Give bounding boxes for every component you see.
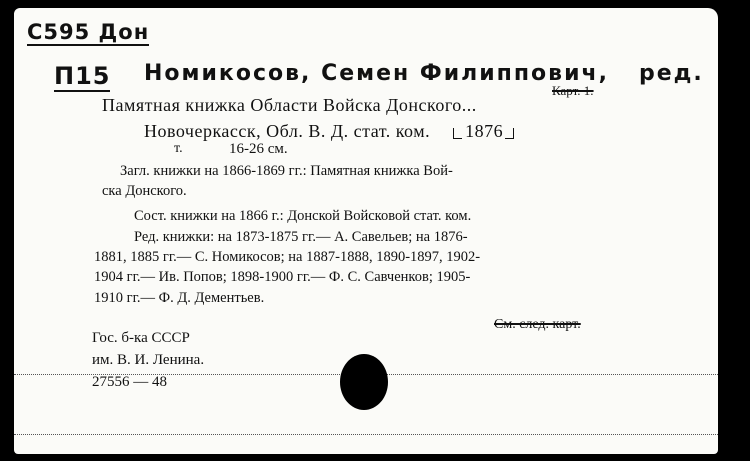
physical-size: 16-26 см.: [229, 141, 288, 157]
catalog-card: [14, 8, 718, 454]
note-line-2: ска Донского.: [102, 183, 187, 199]
note-line-3: Сост. книжки на 1866 г.: Донской Войсковой стат. ком.: [134, 208, 472, 224]
card-rod-hole: [340, 354, 388, 410]
imprint-year: 1876: [453, 121, 514, 141]
note-line-7: 1910 гг.— Ф. Д. Дементьев.: [94, 290, 265, 306]
note-line-1: Загл. книжки на 1866-1869 гг.: Памятная книжка Вой-: [120, 163, 453, 179]
shelfmark: C595 Дон: [27, 20, 150, 44]
see-next-card: См. след. карт.: [494, 317, 581, 332]
inventory-number: 27556 — 48: [92, 374, 167, 390]
note-line-5: 1881, 1885 гг.— С. Номикосов; на 1887-1888, 1890-1897, 1902-: [94, 249, 481, 265]
physical-volume: т.: [174, 141, 183, 156]
library-line-1: Гос. б-ка СССР: [92, 330, 190, 346]
note-line-4: Ред. книжки: на 1873-1875 гг.— А. Савельев; на 1876-: [134, 229, 468, 245]
imprint-text: Новочеркасск, Обл. В. Д. стат. ком.: [144, 121, 431, 141]
call-number: П15: [54, 62, 111, 90]
note-line-6: 1904 гг.— Ив. Попов; 1898-1900 гг.— Ф. С. Савченков; 1905-: [94, 269, 471, 285]
author-heading: Номикосов, Семен Филиппович,: [144, 61, 609, 86]
author-role: ред.: [639, 61, 704, 86]
guide-rule-lower: [14, 434, 718, 435]
card-marker: Карт. 1.: [552, 83, 594, 98]
imprint-line: [144, 122, 514, 140]
library-line-2: им. В. И. Ленина.: [92, 352, 205, 368]
title-line: Памятная книжка Области Войска Донского...: [102, 95, 477, 115]
